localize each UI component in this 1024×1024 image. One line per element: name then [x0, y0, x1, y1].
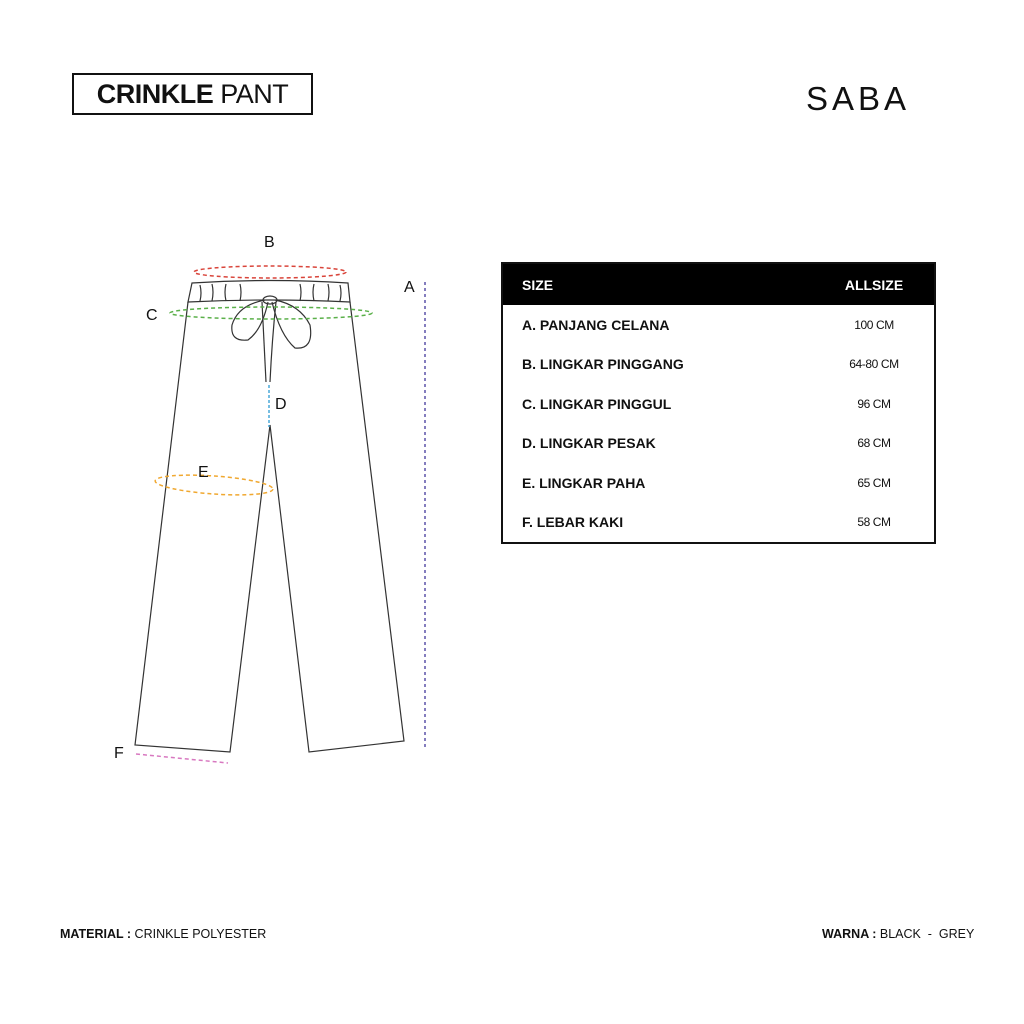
row-value: 64-80 CM — [849, 357, 899, 372]
pants-outline — [135, 281, 404, 753]
color-label: WARNA : — [822, 927, 877, 941]
header-size: SIZE — [522, 276, 554, 293]
product-title-regular: PANT — [220, 78, 289, 109]
table-row — [503, 305, 934, 345]
row-label: B. LINGKAR PINGGANG — [522, 356, 684, 373]
marker-b-ellipse — [194, 266, 346, 278]
marker-e-ellipse — [155, 472, 274, 498]
marker-a-label: A — [404, 279, 415, 296]
row-value: 100 CM — [854, 317, 894, 332]
size-table-header — [503, 264, 934, 305]
table-row — [503, 345, 934, 385]
brand-logo: SABA — [806, 80, 911, 117]
size-table — [501, 262, 936, 544]
marker-c-label: C — [146, 307, 158, 324]
marker-d-label: D — [275, 396, 287, 413]
row-label: C. LINGKAR PINGGUL — [522, 395, 672, 412]
row-value: 96 CM — [857, 396, 891, 411]
row-value: 58 CM — [857, 515, 891, 530]
pants-measurement-diagram — [100, 225, 440, 785]
row-label: D. LINGKAR PESAK — [522, 435, 656, 452]
material-value: CRINKLE POLYESTER — [134, 927, 267, 941]
material-info — [60, 927, 266, 941]
color-info — [822, 927, 974, 941]
material-label: MATERIAL : — [60, 927, 132, 941]
row-label: A. PANJANG CELANA — [522, 316, 670, 333]
product-title-bold: CRINKLE — [96, 78, 214, 109]
table-row — [503, 384, 934, 424]
table-row — [503, 503, 934, 543]
color-value: BLACK - GREY — [879, 927, 975, 941]
product-title — [72, 73, 313, 115]
row-value: 65 CM — [857, 475, 891, 490]
table-row — [503, 463, 934, 503]
row-label: F. LEBAR KAKI — [522, 514, 624, 531]
marker-e-label: E — [198, 464, 209, 481]
row-label: E. LINGKAR PAHA — [522, 474, 646, 491]
header-allsize: ALLSIZE — [844, 276, 904, 293]
row-value: 68 CM — [857, 436, 891, 451]
marker-b-label: B — [264, 234, 275, 251]
marker-f-label: F — [114, 745, 124, 762]
marker-c-ellipse — [170, 307, 372, 319]
table-row — [503, 424, 934, 464]
marker-f-line — [136, 754, 228, 763]
